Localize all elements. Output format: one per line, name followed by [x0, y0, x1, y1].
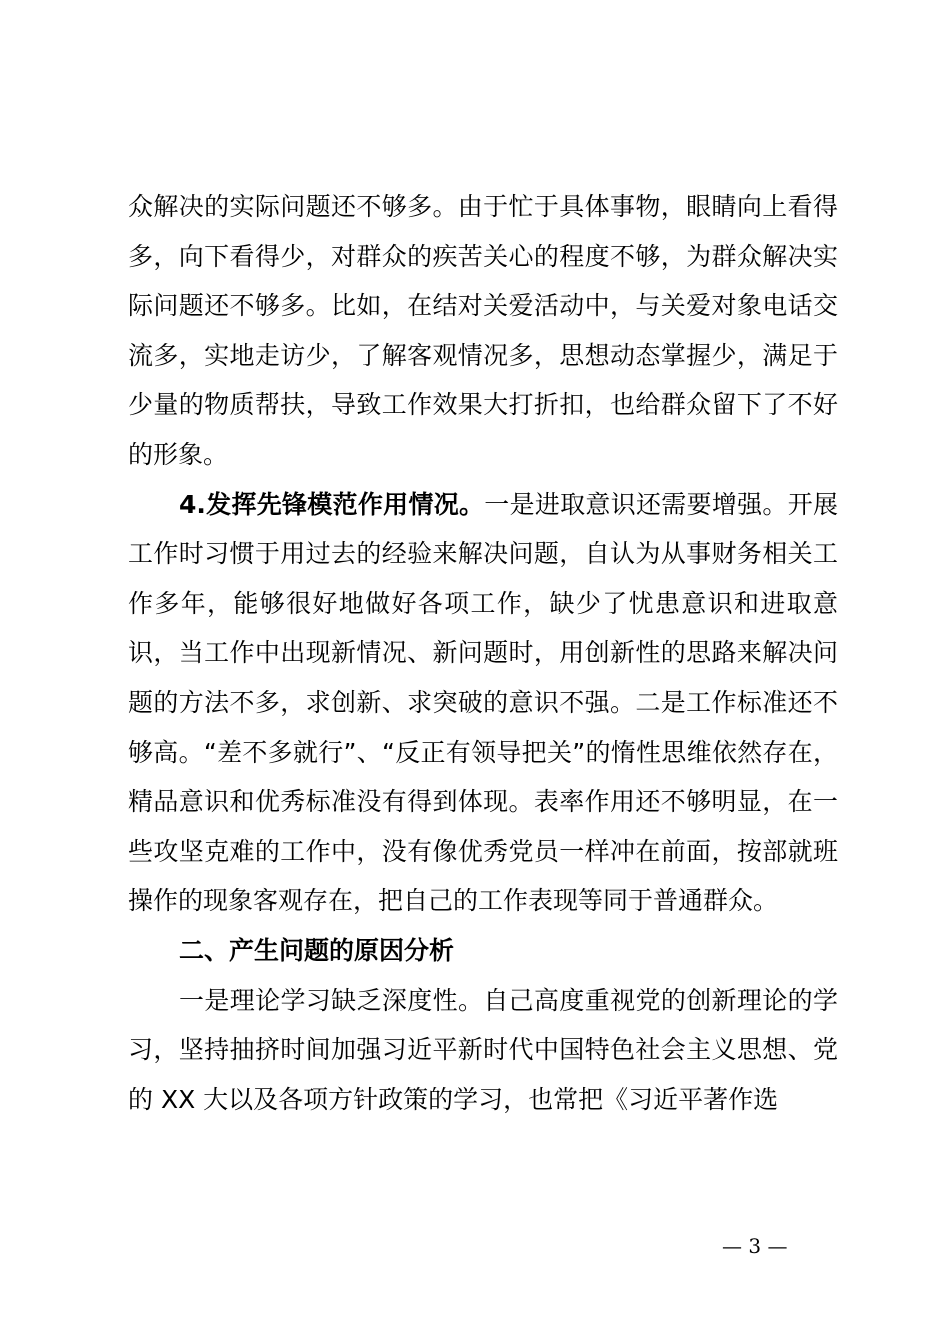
- paragraph-continued: 众解决的实际问题还不够多。由于忙于具体事物，眼睛向上看得多，向下看得少，对群众的疾苦关心的程度不够，为群众解决实际问题还不够多。比如，在结对关爱活动中，与关爱对象电话交流多，实地走访少，了解客观情况多，思想动态掌握少，满足于少量的物质帮扶，导致工作效果大打折扣，也给群众留下了不好的形象。: [128, 192, 838, 469]
- document-body: [128, 182, 838, 1124]
- section-heading-cause-analysis: 二、产生问题的原因分析: [179, 935, 455, 965]
- paragraph-vanguard-role: [128, 480, 838, 926]
- paragraph-body-vanguard-role: 一是进取意识还需要增强。开展工作时习惯于用过去的经验来解决问题，自认为从事财务相关工作多年，能够很好地做好各项工作，缺少了忧患意识和进取意识，当工作中出现新情况、新问题时，用创新性的思路来解决问题的方法不多，求创新、求突破的意识不强。二是工作标准还不够高。“差不多就行”、“反正有领导把关”的惰性思维依然存在，精品意识和优秀标准没有得到体现。表率作用还不够明显，在一些攻坚克难的工作中，没有像优秀党员一样冲在前面，按部就班操作的现象客观存在，把自己的工作表现等同于普通群众。: [128, 489, 838, 916]
- page-number: — 3 —: [722, 1234, 788, 1258]
- paragraph-theory-study: 一是理论学习缺乏深度性。自己高度重视党的创新理论的学习，坚持抽挤时间加强习近平新时代中国特色社会主义思想、党的 XX 大以及各项方针政策的学习，也常把《习近平著作选: [128, 985, 838, 1114]
- paragraph-heading-vanguard-role: 4.发挥先锋模范作用情况。: [179, 489, 485, 519]
